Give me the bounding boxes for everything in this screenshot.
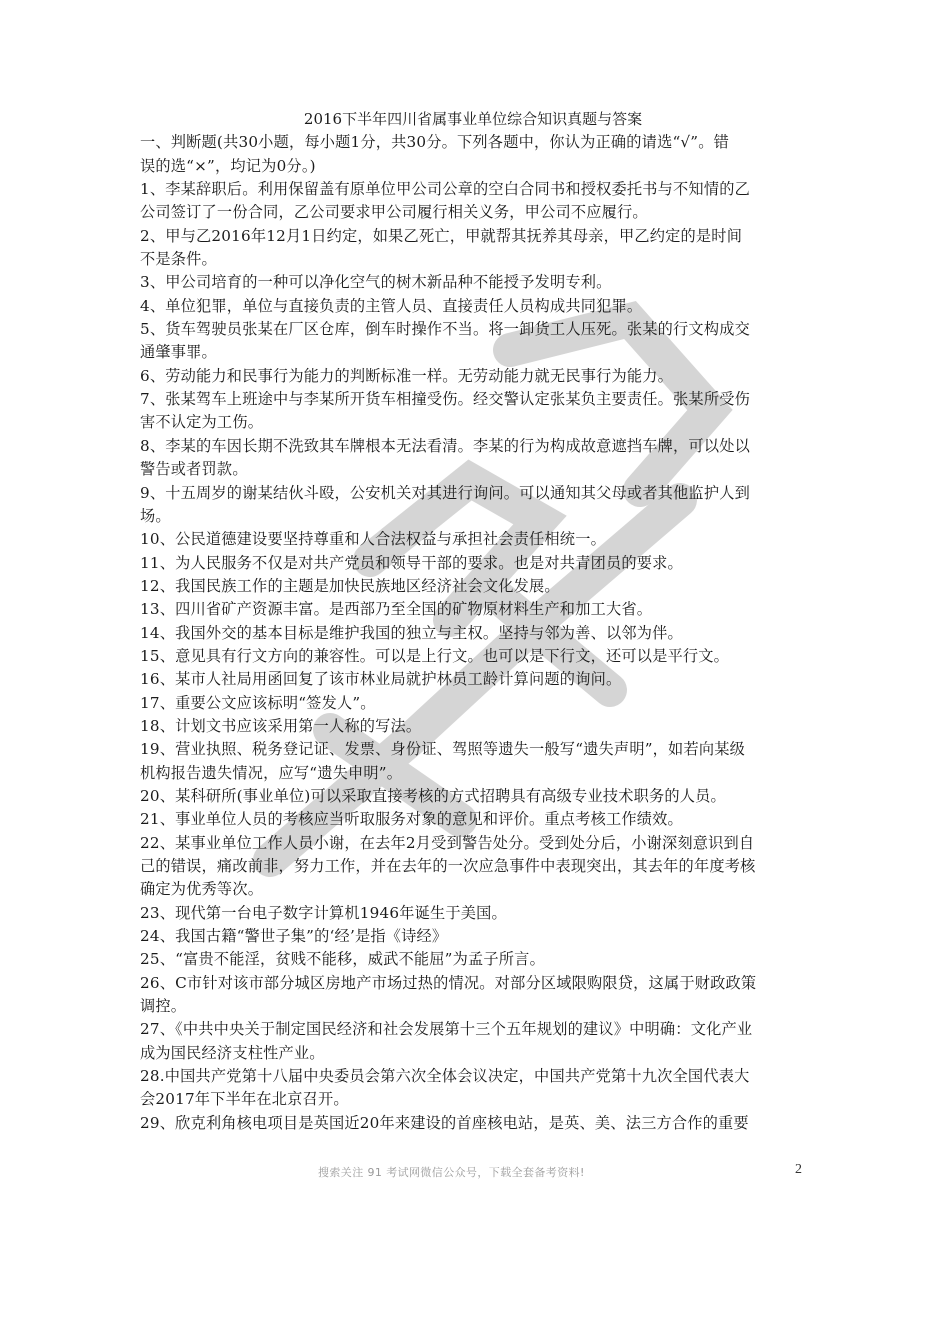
text-line: 23、现代第一台电子数字计算机1946年诞生于美国。: [140, 903, 507, 922]
text-line: 10、公民道德建设要坚持尊重和人合法权益与承担社会责任相统一。: [140, 530, 606, 549]
text-line: 8、李某的车因长期不洗致其车牌根本无法看清。李某的行为构成故意遮挡车牌，可以处以: [140, 436, 750, 455]
document-body: [140, 108, 806, 1135]
text-line: 27、《中共中央关于制定国民经济和社会发展第十三个五年规划的建议》中明确：文化产业: [140, 1020, 753, 1039]
text-line: 成为国民经济支柱性产业。: [140, 1043, 325, 1062]
text-line: 不是条件。: [140, 250, 217, 269]
text-line: 1、李某辞职后。利用保留盖有原单位甲公司公章的空白合同书和授权委托书与不知情的乙: [140, 180, 750, 199]
text-line: 4、单位犯罪，单位与直接负责的主管人员、直接责任人员构成共同犯罪。: [140, 296, 643, 315]
text-line: 26、C市针对该市部分城区房地产市场过热的情况。对部分区域限购限贷，这属于财政政策: [140, 973, 757, 992]
text-line: 调控。: [140, 997, 187, 1016]
text-line: 19、营业执照、税务登记证、发票、身份证、驾照等遗失一般写“遗失声明”，如若向某级: [140, 740, 745, 759]
text-line: 25、“富贵不能淫，贫贱不能移，威武不能屈”为孟子所言。: [140, 950, 545, 969]
text-line: 害不认定为工伤。: [140, 413, 264, 432]
text-line: 公司签订了一份合同，乙公司要求甲公司履行相关义务，甲公司不应履行。: [140, 203, 648, 222]
text-line: 11、为人民服务不仅是对共产党员和领导干部的要求。也是对共青团员的要求。: [140, 553, 683, 572]
text-line: 7、张某驾车上班途中与李某所开货车相撞受伤。经交警认定张某负主要责任。张某所受伤: [140, 390, 750, 409]
text-line: 28.中国共产党第十八届中央委员会第六次全体会议决定，中国共产党第十九次全国代表大: [140, 1067, 750, 1086]
text-line: 29、欣克利角核电项目是英国近20年来建设的首座核电站，是英、美、法三方合作的重要: [140, 1113, 749, 1132]
text-line: 2、甲与乙2016年12月1日约定，如果乙死亡，甲就帮其抚养其母亲，甲乙约定的是时间: [140, 226, 743, 245]
footer-note: 搜索关注 91 考试网微信公众号，下载全套备考资料!: [318, 1166, 585, 1179]
text-line: 3、甲公司培育的一种可以净化空气的树木新品种不能授予发明专利。: [140, 273, 612, 292]
page-number: 2: [795, 1162, 802, 1177]
text-line: 22、某事业单位工作人员小谢，在去年2月受到警告处分。受到处分后，小谢深刻意识到自: [140, 833, 755, 852]
text-line: 6、劳动能力和民事行为能力的判断标准一样。无劳动能力就无民事行为能力。: [140, 366, 674, 385]
text-line: 确定为优秀等次。: [140, 880, 264, 899]
text-line: 一、判断题(共30小题，每小题1分，共30分。下列各题中，你认为正确的请选“√”。错: [140, 133, 730, 152]
text-line: 会2017年下半年在北京召开。: [140, 1090, 349, 1109]
text-line: 20、某科研所(事业单位)可以采取直接考核的方式招聘具有高级专业技术职务的人员。: [140, 786, 726, 805]
document-title: 2016下半年四川省属事业单位综合知识真题与答案: [303, 110, 643, 128]
text-line: 5、货车驾驶员张某在厂区仓库，倒车时操作不当。将一卸货工人压死。张某的行文构成交: [140, 320, 750, 339]
text-line: 15、意见具有行文方向的兼容性。可以是上行文。也可以是下行文，还可以是平行文。: [140, 646, 730, 665]
text-line: 机构报告遗失情况，应写“遗失申明”。: [140, 763, 403, 782]
text-line: 16、某市人社局用函回复了该市林业局就护林员工龄计算问题的询问。: [140, 670, 622, 689]
text-line: 12、我国民族工作的主题是加快民族地区经济社会文化发展。: [140, 576, 560, 595]
text-line: 己的错误，痛改前非，努力工作，并在去年的一次应急事件中表现突出，其去年的年度考核: [140, 857, 756, 875]
question-lines: [140, 131, 806, 1135]
text-line: 误的选“×”，均记为0分。): [140, 156, 316, 175]
text-line: 9、十五周岁的谢某结伙斗殴，公安机关对其进行询问。可以通知其父母或者其他监护人到: [140, 483, 750, 502]
text-line: 24、我国古籍“警世子集”的‘经’是指《诗经》: [140, 927, 448, 946]
text-line: 18、计划文书应该采用第一人称的写法。: [140, 716, 422, 735]
text-line: 场。: [140, 506, 171, 525]
text-line: 警告或者罚款。: [140, 460, 248, 479]
text-line: 14、我国外交的基本目标是维护我国的独立与主权。坚持与邻为善、以邻为伴。: [140, 623, 683, 642]
text-line: 17、重要公文应该标明“签发人”。: [140, 693, 376, 712]
text-line: 13、四川省矿产资源丰富。是西部乃至全国的矿物原材料生产和加工大省。: [140, 600, 653, 619]
text-line: 21、事业单位人员的考核应当听取服务对象的意见和评价。重点考核工作绩效。: [140, 810, 683, 829]
text-line: 通肇事罪。: [140, 343, 217, 362]
